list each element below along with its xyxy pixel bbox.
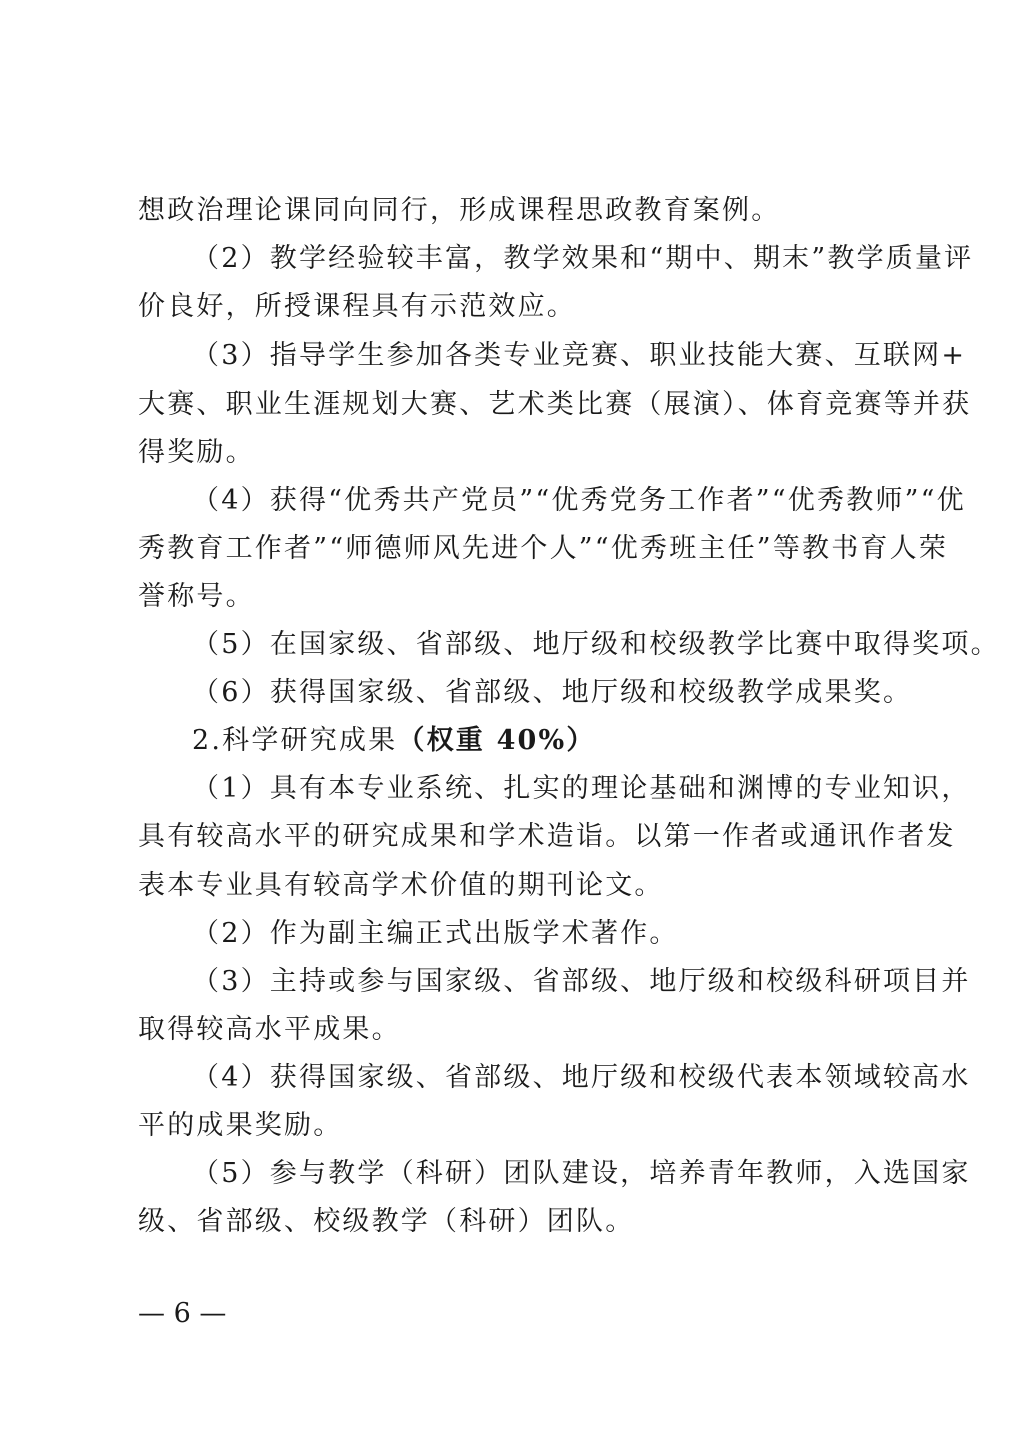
paragraph-line: 秀教育工作者”“师德师风先进个人”“优秀班主任”等教书育人荣 bbox=[138, 533, 949, 564]
paragraph-line: （2）作为副主编正式出版学术著作。 bbox=[192, 918, 679, 949]
paragraph-line: 誉称号。 bbox=[138, 581, 255, 612]
paragraph-line: （4）获得“优秀共产党员”“优秀党务工作者”“优秀教师”“优 bbox=[192, 485, 966, 516]
paragraph-line: 级、省部级、校级教学（科研）团队。 bbox=[138, 1206, 635, 1237]
paragraph-line: （5）参与教学（科研）团队建设，培养青年教师，入选国家 bbox=[192, 1158, 971, 1189]
paragraph-line: （4）获得国家级、省部级、地厅级和校级代表本领域较高水 bbox=[192, 1062, 971, 1093]
paragraph-line: 想政治理论课同向同行，形成课程思政教育案例。 bbox=[138, 195, 781, 226]
page-number: — 6 — bbox=[138, 1298, 227, 1329]
paragraph-line: （3）指导学生参加各类专业竞赛、职业技能大赛、互联网+ bbox=[192, 340, 967, 371]
paragraph-line: （5）在国家级、省部级、地厅级和校级教学比赛中取得奖项。 bbox=[192, 629, 1000, 660]
section-heading-text: 2.科学研究成果 bbox=[192, 725, 398, 756]
paragraph-line: （3）主持或参与国家级、省部级、地厅级和校级科研项目并 bbox=[192, 966, 971, 997]
paragraph-line: （6）获得国家级、省部级、地厅级和校级教学成果奖。 bbox=[192, 677, 913, 708]
paragraph-line: 取得较高水平成果。 bbox=[138, 1014, 401, 1045]
paragraph-line: 价良好，所授课程具有示范效应。 bbox=[138, 291, 576, 322]
section-heading bbox=[192, 723, 898, 759]
paragraph-line: 表本专业具有较高学术价值的期刊论文。 bbox=[138, 870, 664, 901]
paragraph-line: 得奖励。 bbox=[138, 437, 255, 468]
paragraph-line: （1）具有本专业系统、扎实的理论基础和渊博的专业知识， bbox=[192, 773, 971, 804]
paragraph-line: 具有较高水平的研究成果和学术造诣。以第一作者或通讯作者发 bbox=[138, 821, 956, 852]
paragraph-line: （2）教学经验较丰富，教学效果和“期中、期末”教学质量评 bbox=[192, 243, 974, 274]
paragraph-line: 平的成果奖励。 bbox=[138, 1110, 343, 1141]
section-heading-weight: （权重 40%） bbox=[397, 725, 596, 756]
paragraph-line: 大赛、职业生涯规划大赛、艺术类比赛（展演）、体育竞赛等并获 bbox=[138, 389, 972, 420]
